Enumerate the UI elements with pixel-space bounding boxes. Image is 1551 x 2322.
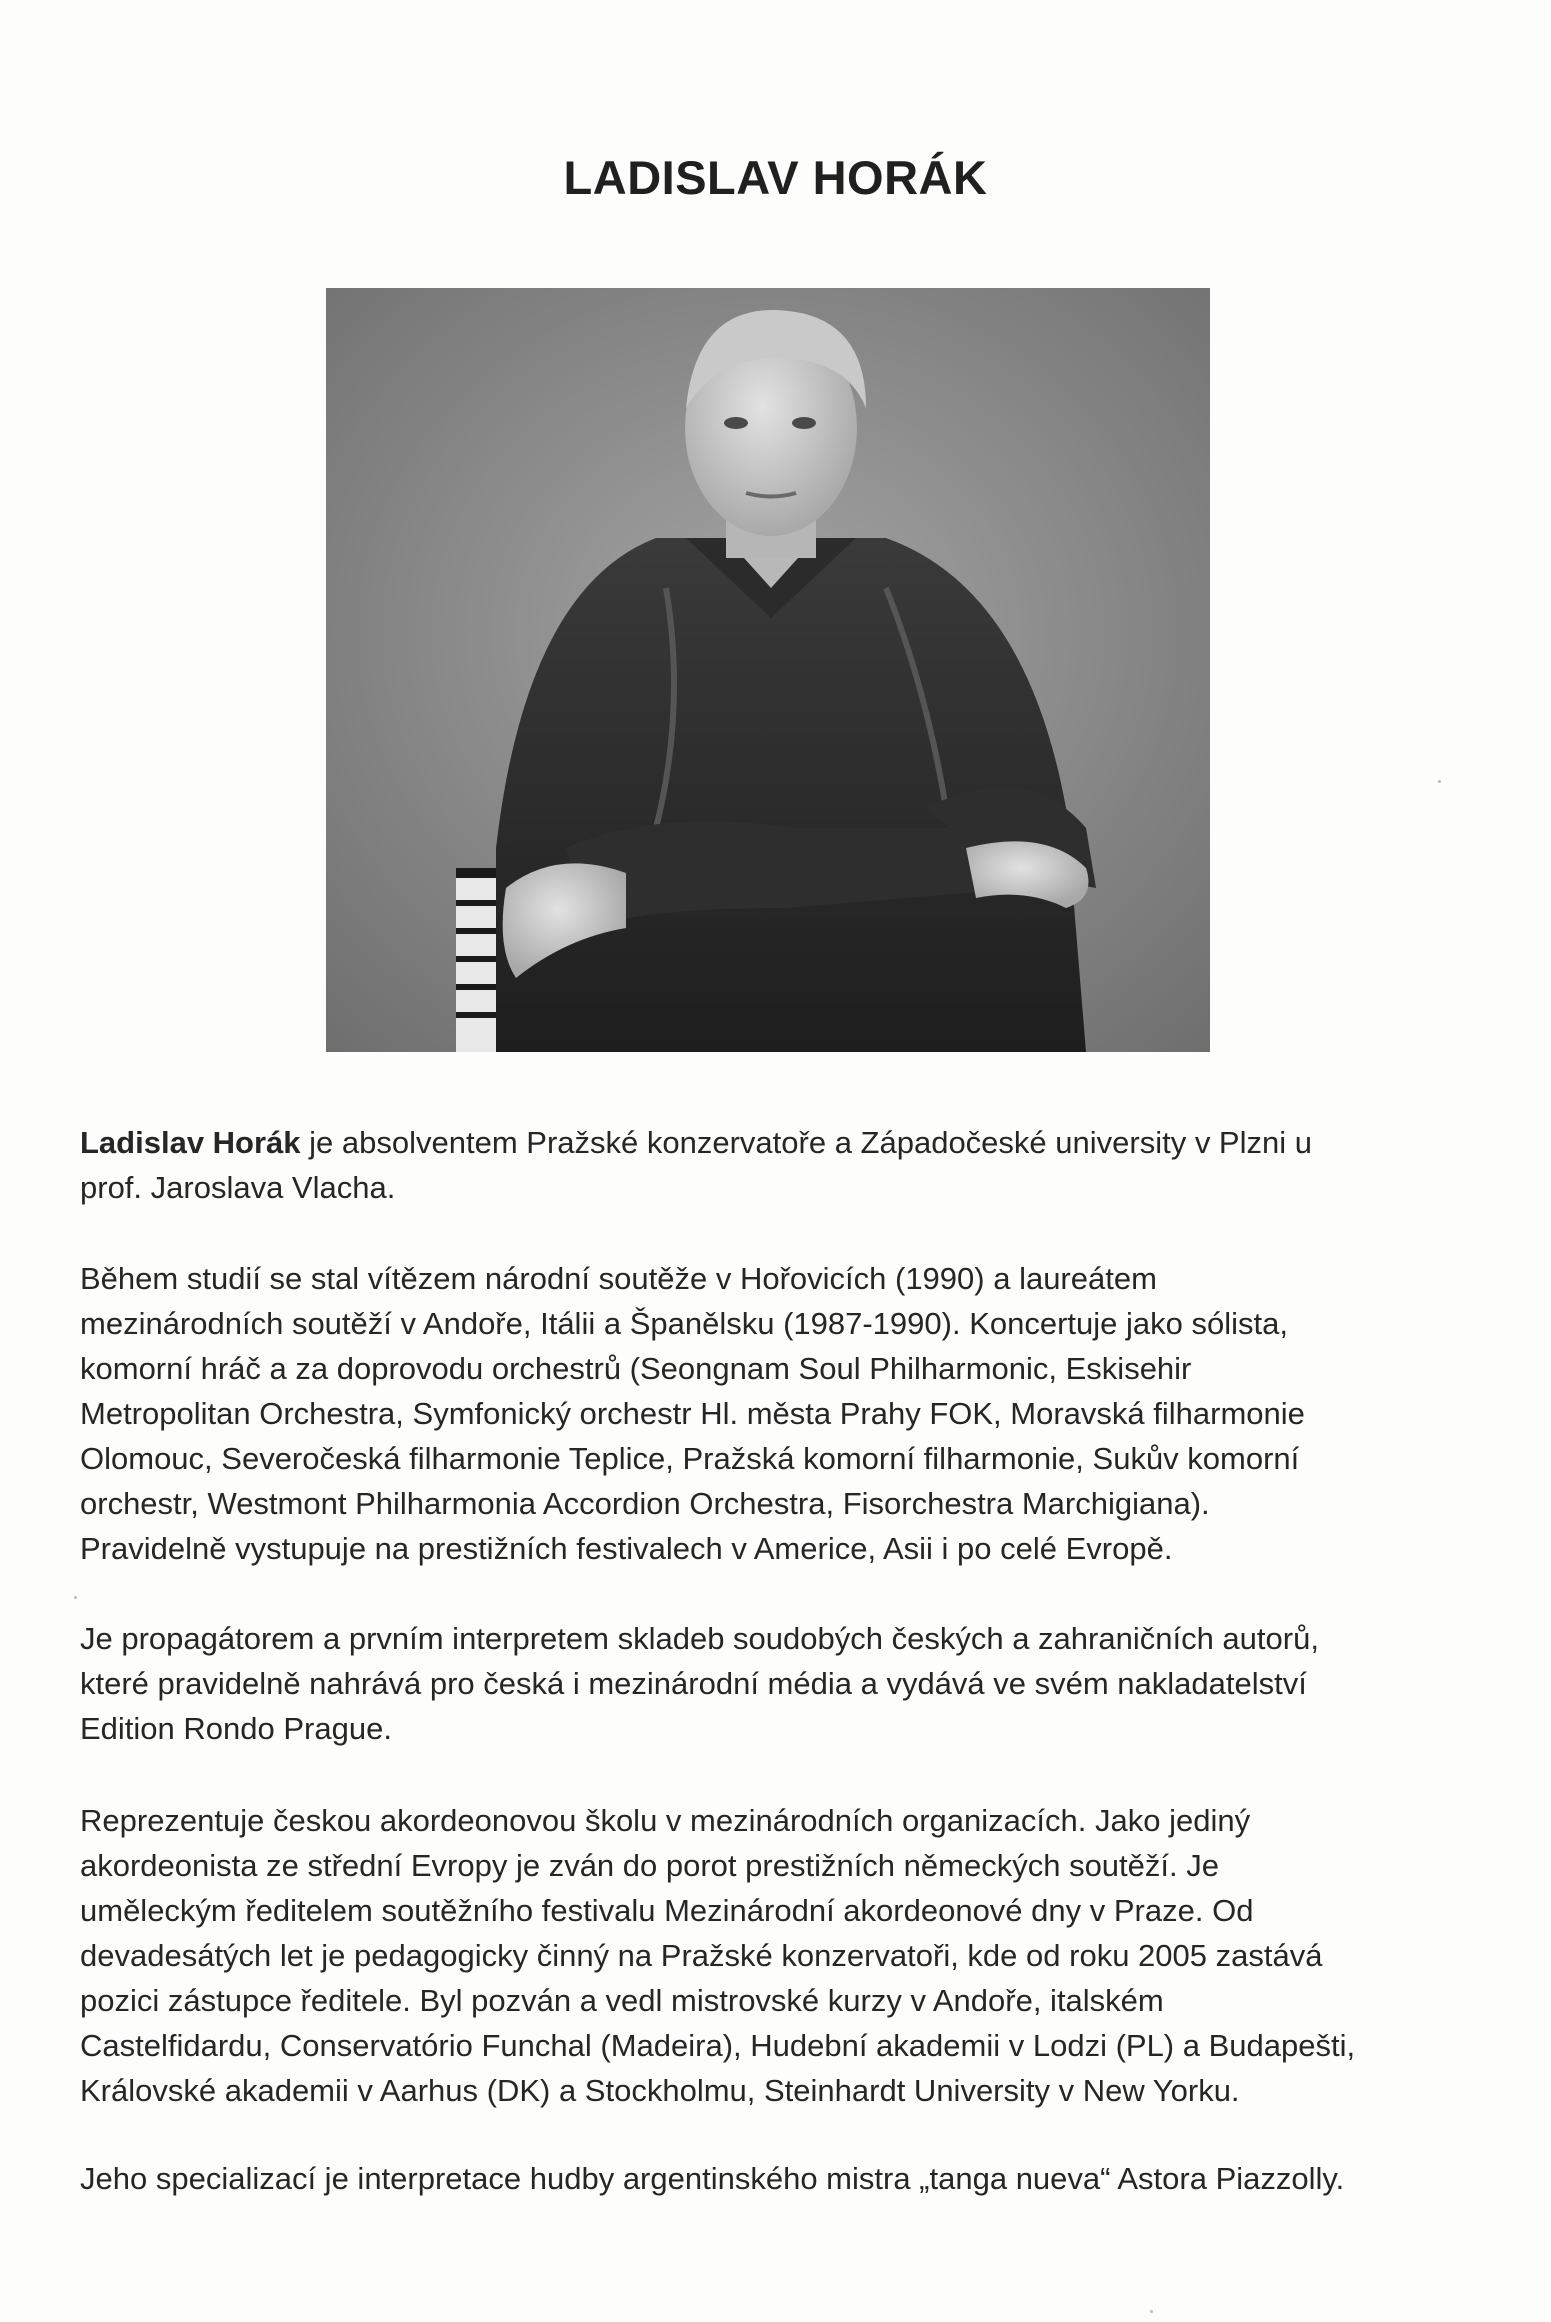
text-line: prof. Jaroslava Vlacha. — [80, 1170, 396, 1205]
paragraph-specialization — [80, 2156, 1480, 2201]
portrait-photo — [326, 288, 1210, 1052]
text-line: které pravidelně nahrává pro česká i mezinárodní média a vydává ve svém nakladatelství — [80, 1666, 1307, 1701]
paragraph-career — [80, 1256, 1480, 1571]
text-line: uměleckým ředitelem soutěžního festivalu Mezinárodní akordeonové dny v Praze. Od — [80, 1893, 1254, 1928]
page-title: LADISLAV HORÁK — [563, 151, 988, 204]
text-line: Edition Rondo Prague. — [80, 1711, 392, 1746]
text-line: komorní hráč a za doprovodu orchestrů (Seongnam Soul Philharmonic, Eskisehir — [80, 1351, 1192, 1386]
text-line: Jeho specializací je interpretace hudby argentinského mistra „tanga nueva“ Astora Piazzolly. — [80, 2161, 1345, 2196]
text-line: Je propagátorem a prvním interpretem skladeb soudobých českých a zahraničních autorů, — [80, 1621, 1319, 1656]
scan-speck — [74, 1596, 77, 1599]
text-segment: je absolventem Pražské konzervatoře a Západočeské university v Plzni u — [300, 1125, 1312, 1160]
text-line: Královské akademii v Aarhus (DK) a Stockholmu, Steinhardt University v New Yorku. — [80, 2073, 1240, 2108]
paragraph-repertoire — [80, 1616, 1480, 1751]
text-line: Během studií se stal vítězem národní soutěže v Hořovicích (1990) a laureátem — [80, 1261, 1157, 1296]
text-line: Pravidelně vystupuje na prestižních festivalech v Americe, Asii i po celé Evropě. — [80, 1531, 1173, 1566]
text-line: Metropolitan Orchestra, Symfonický orchestr Hl. města Prahy FOK, Moravská filharmonie — [80, 1396, 1305, 1431]
scan-speck — [1150, 2310, 1153, 2313]
text-line — [80, 1120, 1480, 1165]
paragraph-teaching — [80, 1798, 1480, 2113]
portrait-photo-icon — [326, 288, 1210, 1052]
artist-name: Ladislav Horák — [80, 1125, 301, 1160]
text-line: Castelfidardu, Conservatório Funchal (Madeira), Hudební akademii v Lodzi (PL) a Budapešti, — [80, 2028, 1356, 2063]
scan-speck — [1438, 780, 1441, 783]
text-line: mezinárodních soutěží v Andoře, Itálii a Španělsku (1987-1990). Koncertuje jako sólista, — [80, 1306, 1288, 1341]
text-line: akordeonista ze střední Evropy je zván do porot prestižních německých soutěží. Je — [80, 1848, 1219, 1883]
text-line: Reprezentuje českou akordeonovou školu v mezinárodních organizacích. Jako jediný — [80, 1803, 1251, 1838]
text-line: orchestr, Westmont Philharmonia Accordion Orchestra, Fisorchestra Marchigiana). — [80, 1486, 1210, 1521]
paragraph-intro — [80, 1120, 1480, 1210]
text-line: Olomouc, Severočeská filharmonie Teplice, Pražská komorní filharmonie, Sukův komorní — [80, 1441, 1300, 1476]
text-line: devadesátých let je pedagogicky činný na Pražské konzervatoři, kde od roku 2005 zastává — [80, 1938, 1323, 1973]
text-line: pozici zástupce ředitele. Byl pozván a vedl mistrovské kurzy v Andoře, italském — [80, 1983, 1164, 2018]
